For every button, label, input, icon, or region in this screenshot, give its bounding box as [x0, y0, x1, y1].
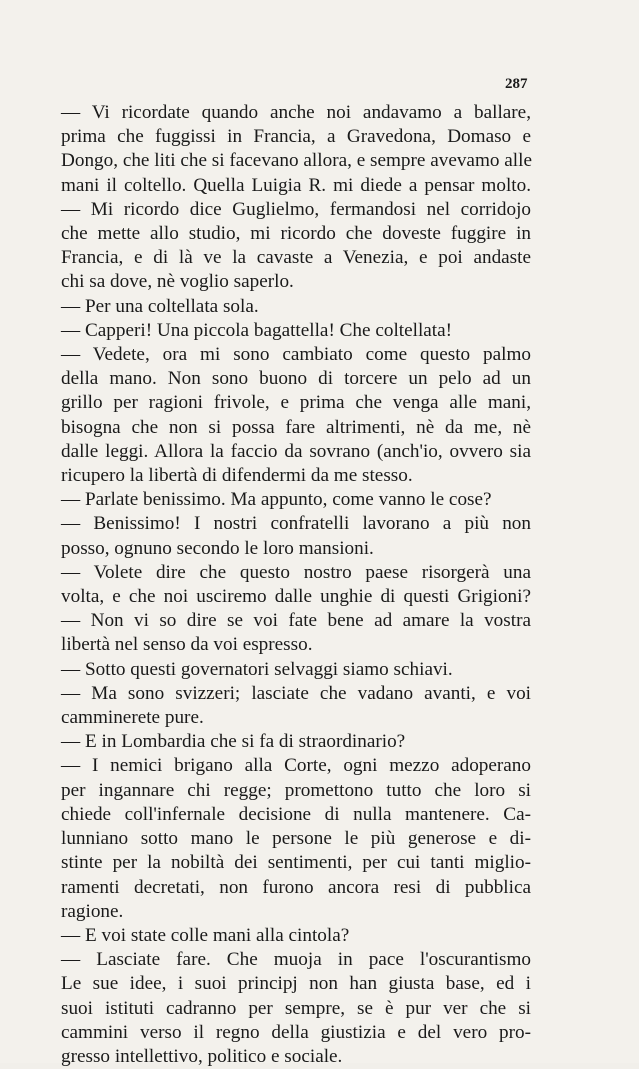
- text-line: — Volete dire che questo nostro paese risorgerà una: [61, 561, 531, 583]
- text-line: della mano. Non sono buono di torcere un pelo ad un: [61, 368, 531, 390]
- text-line: lunniano sotto mano le persone le più generose e di-: [61, 828, 531, 850]
- text-line: — Mi ricordo dice Guglielmo, fermandosi nel corridojo: [61, 198, 531, 220]
- text-line: Francia, e di là ve la cavaste a Venezia, e poi andaste: [61, 247, 531, 269]
- text-line: suoi istituti cadranno per sempre, se è pur ver che si: [61, 997, 531, 1019]
- text-line: — E voi state colle mani alla cintola?: [61, 924, 350, 946]
- text-line: — I nemici brigano alla Corte, ogni mezzo adoperano: [61, 755, 531, 777]
- text-line: grillo per ragioni frivole, e prima che venga alle mani,: [61, 392, 531, 414]
- text-line: ramenti decretati, non furono ancora resi di pubblica: [61, 876, 531, 898]
- text-line: — Ma sono svizzeri; lasciate che vadano avanti, e voi: [61, 682, 531, 704]
- text-line: camminerete pure.: [61, 707, 204, 729]
- text-line: — Parlate benissimo. Ma appunto, come vanno le cose?: [61, 489, 492, 511]
- text-line: chiede coll'infernale decisione di nulla mantenere. Ca-: [61, 803, 531, 825]
- text-line: — E in Lombardia che si fa di straordinario?: [61, 731, 406, 753]
- text-line: — Capperi! Una piccola bagattella! Che coltellata!: [61, 319, 453, 341]
- text-line: — Vi ricordate quando anche noi andavamo a ballare,: [61, 102, 531, 123]
- text-line: libertà nel senso da voi espresso.: [61, 634, 313, 656]
- text-line: gresso intellettivo, politico e sociale.: [61, 1045, 343, 1067]
- text-line: stinte per la nobiltà dei sentimenti, per cui tanti miglio-: [61, 852, 531, 874]
- body-text: [61, 101, 531, 1069]
- text-line: chi sa dove, nè voglio saperlo.: [61, 271, 294, 293]
- text-line: — Per una coltellata sola.: [61, 295, 259, 317]
- text-line: Le sue idee, i suoi principj non han giusta base, ed i: [61, 973, 531, 995]
- text-line: posso, ognuno secondo le loro mansioni.: [61, 537, 374, 559]
- text-line: ricupero la libertà di difendermi da me stesso.: [61, 465, 413, 487]
- text-line: che mette allo studio, mi ricordo che doveste fuggire in: [61, 223, 531, 245]
- text-line: bisogna che non si possa fare altrimenti, nè da me, nè: [61, 416, 531, 438]
- text-line: — Non vi so dire se voi fate bene ad amare la vostra: [61, 610, 531, 632]
- text-line: — Lasciate fare. Che muoja in pace l'oscurantismo: [61, 949, 531, 971]
- text-line: mani il coltello. Quella Luigia R. mi diede a pensar molto.: [61, 174, 531, 196]
- text-line: prima che fuggissi in Francia, a Gravedona, Domaso e: [61, 126, 531, 148]
- text-line: — Vedete, ora mi sono cambiato come questo palmo: [61, 344, 531, 366]
- text-line: cammini verso il regno della giustizia e del vero pro-: [61, 1021, 531, 1043]
- text-line: — Benissimo! I nostri confratelli lavorano a più non: [61, 513, 531, 535]
- text-line: — Sotto questi governatori selvaggi siamo schiavi.: [61, 658, 453, 680]
- page-number: 287: [505, 76, 528, 92]
- text-line: ragione.: [61, 900, 124, 922]
- text-line: dalle leggi. Allora la faccio da sovrano (anch'io, ovvero sia: [61, 440, 531, 462]
- text-line: per ingannare chi regge; promettono tutto che loro si: [61, 779, 531, 801]
- text-line: volta, e che noi usciremo dalle unghie di questi Grigioni?: [61, 586, 531, 608]
- text-line: Dongo, che liti che si facevano allora, e sempre avevamo alle: [61, 150, 532, 172]
